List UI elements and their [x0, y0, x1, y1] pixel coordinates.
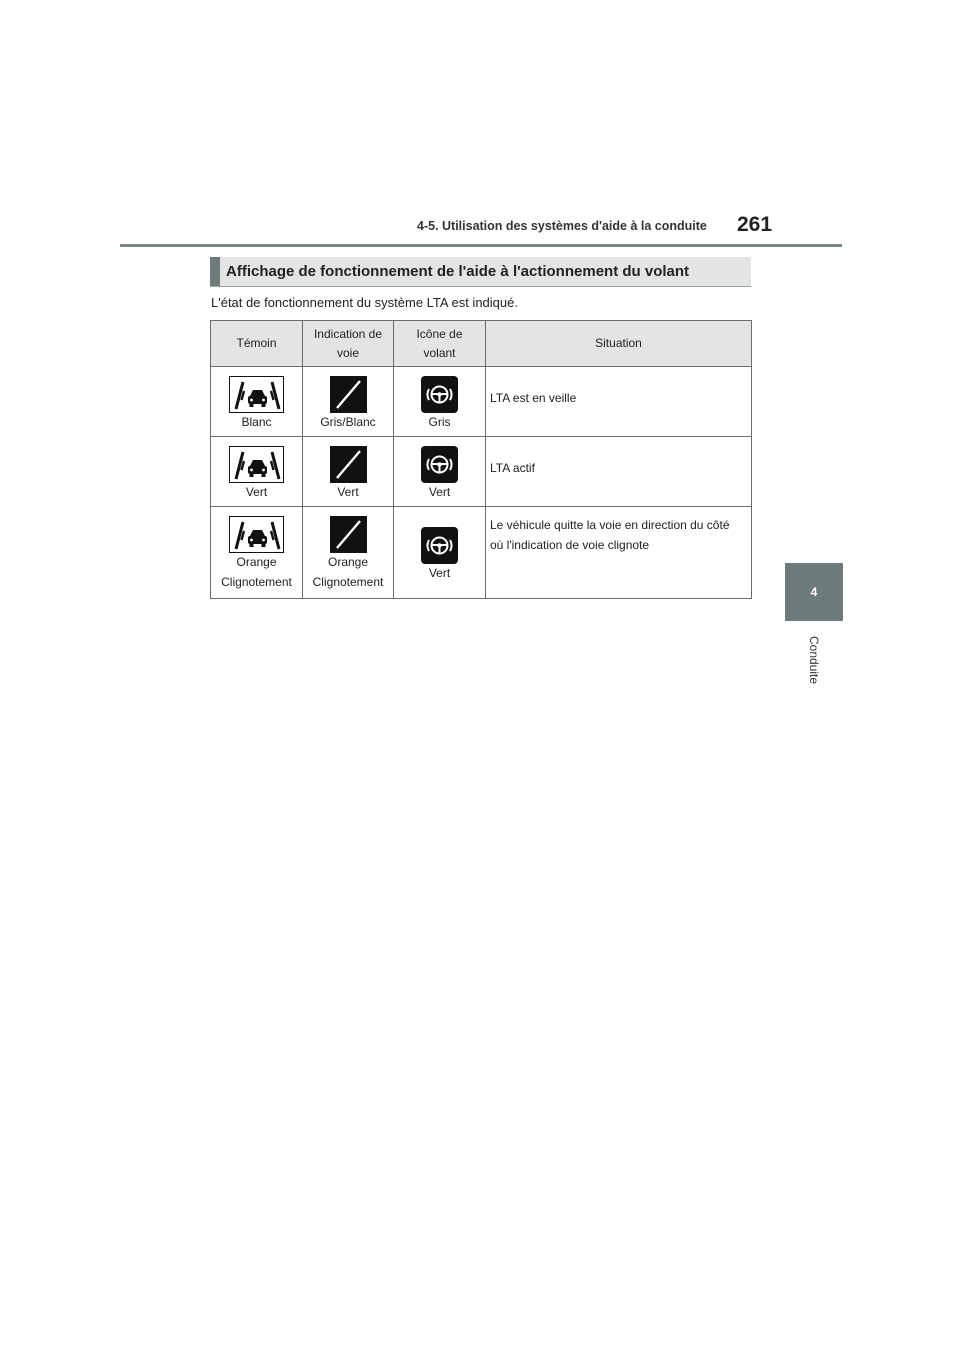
wheel-label: Vert — [428, 485, 451, 499]
header-situation: Situation — [486, 321, 752, 367]
cell-wheel — [394, 507, 486, 599]
header-temoin: Témoin — [211, 321, 303, 367]
table-header-row — [211, 321, 752, 367]
table-row — [211, 507, 752, 599]
steering-wheel-icon — [421, 527, 458, 564]
chapter-number: 4 — [810, 585, 818, 599]
cell-lane — [303, 507, 394, 599]
header-wheel — [394, 321, 486, 367]
chapter-label: Conduite — [807, 635, 821, 685]
cell-wheel — [394, 367, 486, 437]
situation-text: LTA est en veille — [490, 391, 577, 405]
table-row — [211, 367, 752, 437]
lane-car-indicator-icon — [229, 446, 284, 483]
lane-line-icon — [330, 516, 367, 553]
section-heading — [210, 257, 751, 287]
header-lane-line2: voie — [336, 345, 359, 360]
situation-text: Le véhicule quitte la voie en direction du côté où l'indication de voie clignote — [490, 518, 730, 552]
cell-temoin — [211, 437, 303, 507]
running-header: 4-5. Utilisation des systèmes d'aide à la conduite — [417, 219, 707, 233]
temoin-label-secondary: Clignotement — [221, 575, 292, 589]
cell-situation — [486, 367, 752, 437]
temoin-label: Vert — [245, 485, 268, 499]
temoin-label: Orange — [236, 555, 277, 569]
lane-label: Orange — [327, 555, 369, 569]
page-number: 261 — [737, 213, 773, 236]
lane-line-icon — [330, 446, 367, 483]
cell-wheel — [394, 437, 486, 507]
header-wheel-line1: Icône de — [416, 326, 463, 341]
lane-label: Vert — [337, 485, 359, 499]
temoin-label: Blanc — [241, 415, 272, 429]
lane-label-secondary: Clignotement — [312, 575, 384, 589]
header-lane-line1: Indication de — [313, 326, 383, 341]
header-wheel-line2: volant — [423, 345, 456, 360]
cell-temoin — [211, 367, 303, 437]
situation-text: LTA actif — [490, 461, 535, 475]
cell-temoin — [211, 507, 303, 599]
wheel-label: Gris — [428, 415, 451, 429]
lane-label: Gris/Blanc — [320, 415, 376, 429]
lta-status-table — [210, 320, 752, 599]
chapter-tab[interactable] — [785, 563, 843, 621]
steering-wheel-icon — [421, 376, 458, 413]
steering-wheel-icon — [421, 446, 458, 483]
cell-lane — [303, 367, 394, 437]
wheel-label: Vert — [428, 566, 451, 580]
header-divider — [120, 244, 842, 247]
cell-lane — [303, 437, 394, 507]
header-lane — [303, 321, 394, 367]
heading-accent-bar — [210, 257, 220, 286]
table-row — [211, 437, 752, 507]
lane-line-icon — [330, 376, 367, 413]
cell-situation — [486, 507, 752, 599]
cell-situation — [486, 437, 752, 507]
lane-car-indicator-icon — [229, 376, 284, 413]
intro-text: L'état de fonctionnement du système LTA est indiqué. — [211, 295, 518, 310]
section-heading-text: Affichage de fonctionnement de l'aide à l'actionnement du volant — [226, 263, 690, 280]
lane-car-indicator-icon — [229, 516, 284, 553]
